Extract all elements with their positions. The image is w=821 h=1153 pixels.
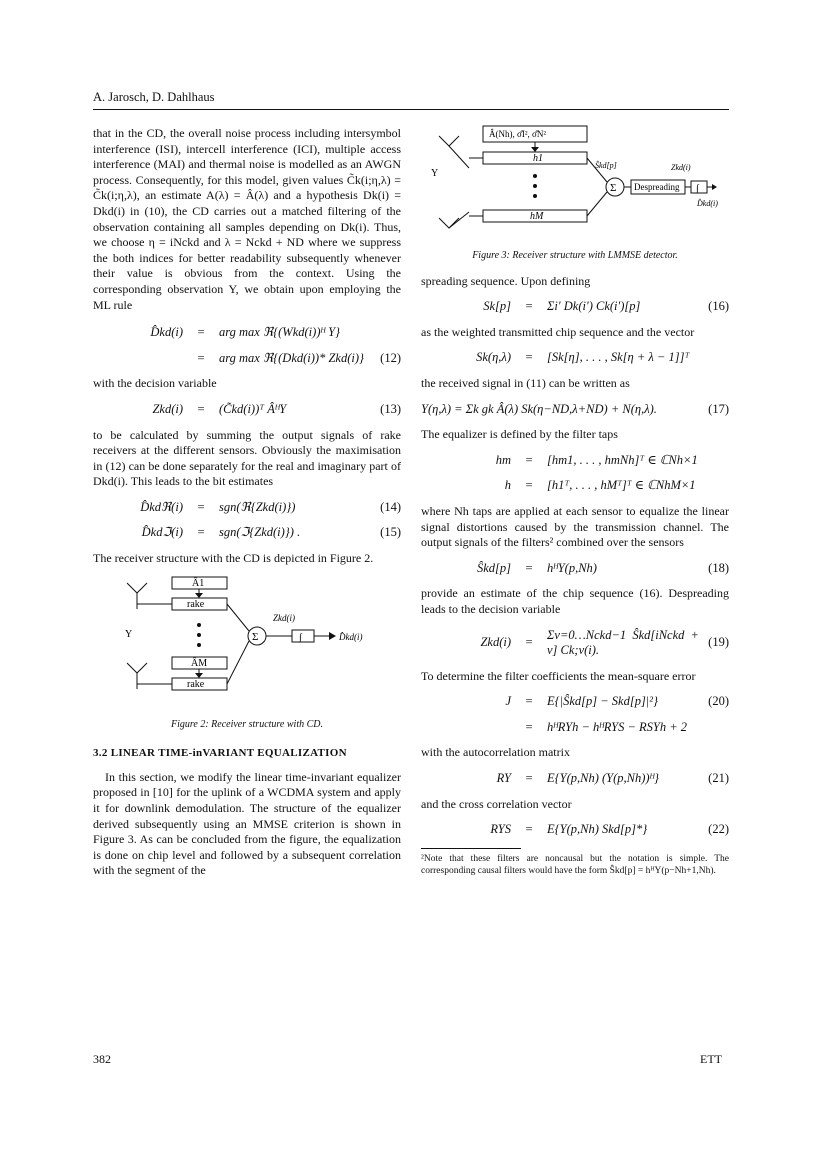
fig3-z-label: Zkd(i) xyxy=(671,163,691,172)
equation-14 xyxy=(93,500,401,516)
fig3-int-label: ∫ xyxy=(696,183,699,194)
fig2-am-label: ÂM xyxy=(191,657,208,669)
eq-number: (22) xyxy=(708,822,729,837)
equation-22 xyxy=(421,822,729,838)
eq-rhs: sgn(ℜ{Zkd(i)}) xyxy=(219,499,296,514)
eq-rel: = xyxy=(525,635,533,650)
eq-lhs: RY xyxy=(496,771,511,786)
eq-number: (19) xyxy=(708,635,729,650)
fig2-d-label: D̂kd(i) xyxy=(339,631,363,642)
fig2-rake-label-2: rake xyxy=(187,678,205,690)
fig2-int-label: ∫ xyxy=(299,631,302,643)
eq-lhs: D̂kd(i) xyxy=(150,325,183,340)
fig3-hm-label: hM xyxy=(530,211,544,222)
eq-rhs: arg max ℜ{(Dkd(i))* Zkd(i)} xyxy=(219,350,365,365)
eq-rhs: [h1ᵀ, . . . , hMᵀ]ᵀ ∈ ℂNhM×1 xyxy=(547,478,696,493)
eq-rel: = xyxy=(525,719,533,734)
eq-rel: = xyxy=(525,771,533,786)
eq-rel: = xyxy=(525,452,533,467)
eq-number: (15) xyxy=(380,525,401,540)
eq-rel: = xyxy=(525,350,533,365)
equation-17 xyxy=(421,402,729,418)
equation-s-vector xyxy=(421,350,729,366)
eq-lhs: Sk[p] xyxy=(483,299,511,314)
eq-lhs: D̂kdℜ(i) xyxy=(140,499,183,514)
equation-15 xyxy=(93,525,401,541)
eq-number: (21) xyxy=(708,771,729,786)
eq-rel: = xyxy=(197,525,205,540)
fig2-rake-label: rake xyxy=(187,598,205,610)
paragraph: The equalizer is defined by the filter taps xyxy=(421,427,618,442)
eq-rhs: E{Y(p,Nh) Skd[p]*} xyxy=(547,822,648,837)
equation-h xyxy=(421,478,729,494)
fig2-y-label: Y xyxy=(125,628,133,640)
equation-12b xyxy=(93,351,401,367)
eq-rhs: [Sk[η], . . . , Sk[η + λ − 1]]ᵀ xyxy=(547,350,690,365)
fig3-despreading-label: Despreading xyxy=(634,182,680,192)
fig3-s-label: Ŝkd[p] xyxy=(595,161,617,170)
eq-number: (20) xyxy=(708,694,729,709)
paragraph: that in the CD, the overall noise process including intersymbol interference (ISI), intercell interference (ICI), multiple access interference (MAI) and thermal noise is modelled as an AWGN process. Consequently, for this model, given values C̃k(i;η,λ) = C̃k(i;η,λ), an estimate A(λ) = Â(λ) and a hypothesis Dk(i) = Dkd(i) in (10), the CD carries out a matched filtering of the observation containing all samples depending on Dk(i). Thus, we choose η = iNckd and λ = Nckd + ND where we suppress the both indices for better readability subsequently whenever their value is obvious from the context. Using the corresponding observation Y, we obtain upon employing the ML rule xyxy=(93,126,401,312)
eq-rhs: Σi′ Dk(i′) Ck(i′)[p] xyxy=(547,299,641,314)
eq-rel: = xyxy=(525,299,533,314)
fig3-h1-label: h1 xyxy=(533,153,543,164)
footnote: ²Note that these filters are noncausal but the notation is simple. The corresponding causal filters would have the form Ŝkd[p] = hᴴY(p−Nh+1,Nh). xyxy=(421,853,729,876)
eq-lhs: Ŝkd[p] xyxy=(476,560,511,575)
eq-lhs: hm xyxy=(495,452,511,467)
fig2-a1-label: Â1 xyxy=(192,577,205,589)
fig2-z-label: Zkd(i) xyxy=(273,612,295,623)
equation-21 xyxy=(421,771,729,787)
eq-lhs: Zkd(i) xyxy=(480,635,511,650)
fig3-y-label: Y xyxy=(431,168,439,179)
eq-number: (18) xyxy=(708,560,729,575)
paragraph: provide an estimate of the chip sequence (16). Despreading leads to the decision variable xyxy=(421,586,729,616)
eq-rhs: Σν=0…Nckd−1 Ŝkd[iNckd + ν] Ck;ν(i). xyxy=(547,627,699,658)
eq-number: (14) xyxy=(380,499,401,514)
paragraph: the received signal in (11) can be written as xyxy=(421,375,630,390)
eq-lhs: h xyxy=(504,478,511,493)
paragraph: The receiver structure with the CD is depicted in Figure 2. xyxy=(93,551,374,566)
paragraph: as the weighted transmitted chip sequence and the vector xyxy=(421,324,695,339)
eq-rhs: E{Y(p,Nh) (Y(p,Nh))ᴴ} xyxy=(547,771,660,786)
header-rule xyxy=(93,109,729,110)
eq-rhs: arg max ℜ{(Wkd(i))ᴴ Y} xyxy=(219,325,341,340)
section-heading: 3.2 LINEAR TIME-inVARIANT EQUALIZATION xyxy=(93,747,347,760)
eq-lhs: D̂kdℑ(i) xyxy=(141,525,183,540)
eq-rhs: E{|Ŝkd[p] − Skd[p]|²} xyxy=(547,694,658,709)
eq-rhs: sgn(ℑ{Zkd(i)}) . xyxy=(219,525,301,540)
svg-text:Σ: Σ xyxy=(610,182,617,194)
equation-18 xyxy=(421,561,729,577)
footnote-rule xyxy=(421,848,521,849)
eq-lhs: RYS xyxy=(490,822,511,837)
eq-number: (17) xyxy=(708,401,729,416)
paragraph: to be calculated by summing the output signals of rake receivers at the different sensors. Obviously the maximisation in (12) can be done separately for the real and imaginary part of Dkd(i). This leads to the bit estimates xyxy=(93,427,401,489)
svg-text:Σ: Σ xyxy=(252,630,259,643)
eq-number: (16) xyxy=(708,299,729,314)
eq-rhs: hᴴRYh − hᴴRYS − RSYh + 2 xyxy=(547,719,688,734)
eq-rel: = xyxy=(525,822,533,837)
fig3-params-label: Â(Nh), σ̂I², σ̂N² xyxy=(489,129,547,139)
paragraph: with the autocorrelation matrix xyxy=(421,745,570,760)
equation-12a xyxy=(93,325,401,341)
eq-rel: = xyxy=(197,401,205,416)
eq-lhs: Sk(η,λ) xyxy=(476,350,511,365)
paragraph: In this section, we modify the linear time-invariant equalizer proposed in [10] for the uplink of a WCDMA system and apply it for downlink demodulation. The structure of the equalizer derived subsequently using an MMSE criterion is shown in Figure 3. As can be concluded from the figure, the equalization is done on chip level and followed by a subsequent correlation with the segment of the xyxy=(93,769,401,878)
journal-name: ETT xyxy=(700,1052,722,1066)
equation-13 xyxy=(93,402,401,418)
eq-rhs: [hm1, . . . , hmNh]ᵀ ∈ ℂNh×1 xyxy=(547,452,698,467)
right-column xyxy=(421,126,729,877)
eq-rel: = xyxy=(197,350,205,365)
equation-hm xyxy=(421,453,729,469)
figure-3-caption: Figure 3: Receiver structure with LMMSE detector. xyxy=(472,250,678,261)
left-column xyxy=(93,126,401,879)
eq-rel: = xyxy=(525,694,533,709)
paragraph: with the decision variable xyxy=(93,376,217,391)
paragraph: spreading sequence. Upon defining xyxy=(421,273,591,288)
eq-lhs: J xyxy=(505,694,511,709)
page-number: 382 xyxy=(93,1052,111,1066)
paragraph: where Nh taps are applied at each sensor to equalize the linear signal distortions caused by the transmission channel. The output signals of the filters² combined over the sensors xyxy=(421,503,729,550)
eq-rel: = xyxy=(197,499,205,514)
fig3-d-label: D̂kd(i) xyxy=(697,199,718,208)
paragraph: and the cross correlation vector xyxy=(421,796,572,811)
equation-16 xyxy=(421,299,729,315)
eq-rel: = xyxy=(525,560,533,575)
eq-number: (13) xyxy=(380,401,401,416)
equation-20a xyxy=(421,694,729,710)
eq-body: Y(η,λ) = Σk gk Â(λ) Sk(η−ND,λ+ND) + N(η,λ). xyxy=(421,401,657,416)
eq-rhs: (C̃kd(i))ᵀ ÂᴴY xyxy=(219,401,287,416)
figure-2-diagram xyxy=(117,571,377,711)
equation-19 xyxy=(421,628,729,659)
figure-2-caption: Figure 2: Receiver structure with CD. xyxy=(170,718,323,730)
paragraph: To determine the filter coefficients the mean-square error xyxy=(421,668,696,683)
eq-number: (12) xyxy=(380,350,401,365)
equation-20b xyxy=(421,720,729,736)
figure-3-diagram xyxy=(425,122,725,242)
running-head: A. Jarosch, D. Dahlhaus xyxy=(93,90,215,104)
eq-rel: = xyxy=(197,325,205,340)
eq-lhs: Zkd(i) xyxy=(152,401,183,416)
eq-rel: = xyxy=(525,478,533,493)
eq-rhs: hᴴY(p,Nh) xyxy=(547,560,597,575)
